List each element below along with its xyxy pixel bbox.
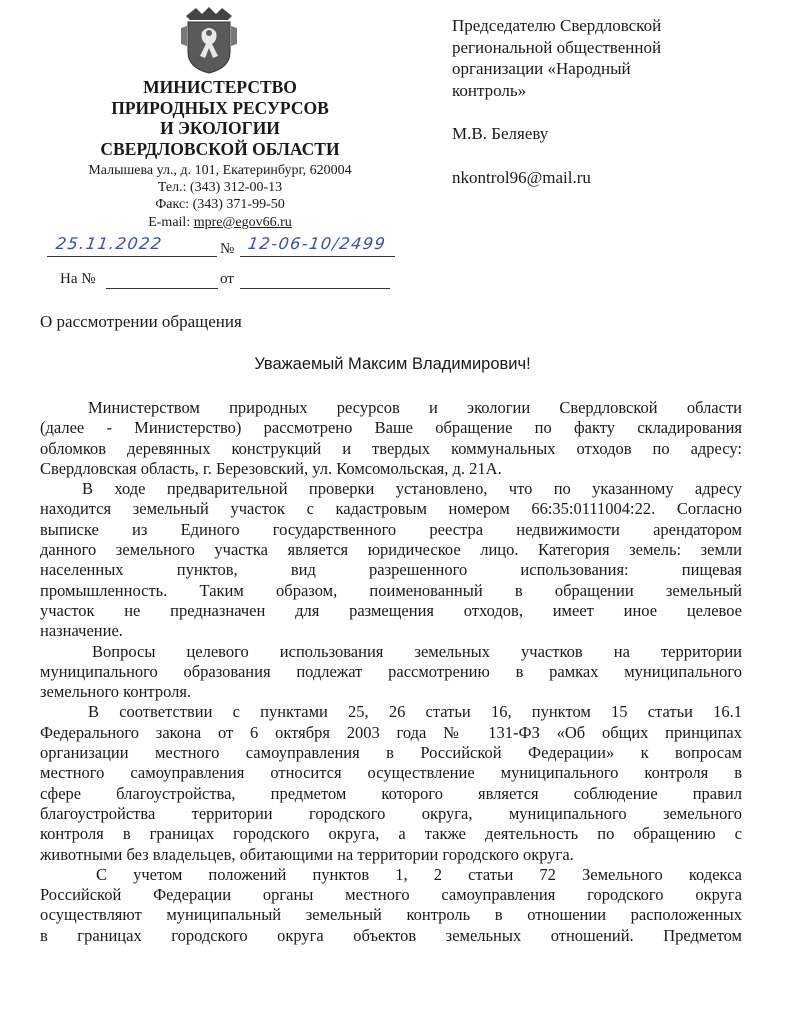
- addressee-position-line: организации «Народный: [452, 59, 631, 78]
- reference-date-underline: [240, 288, 390, 289]
- ministry-name: [40, 77, 400, 159]
- text-line: (далее - Министерство) рассмотрено Ваше обращение по факту складирования: [40, 418, 742, 438]
- ministry-name-line: ПРИРОДНЫХ РЕСУРСОВ: [111, 97, 329, 118]
- ministry-address: Малышева ул., д. 101, Екатеринбург, 620004: [88, 163, 352, 178]
- ministry-fax: Факс: (343) 371-99-50: [155, 197, 285, 213]
- salutation: Уважаемый Максим Владимирович!: [254, 355, 531, 373]
- text-line: населенных пунктов, вид разрешенного использования: пищевая: [40, 560, 742, 580]
- outgoing-number-label: №: [220, 241, 235, 257]
- text-line: Вопросы целевого использования земельных участков на территории: [92, 641, 742, 661]
- text-line: С учетом положений пунктов 1, 2 статьи 72 Земельного кодекса: [96, 864, 742, 884]
- outgoing-number: 12-06-10/2499: [246, 234, 388, 253]
- text-line: земельного контроля.: [40, 682, 192, 702]
- text-line: выписке из Единого государственного реестра недвижимости арендатором: [40, 519, 742, 539]
- ministry-name-line: МИНИСТЕРСТВО: [143, 77, 297, 97]
- coat-of-arms-emblem: [178, 6, 240, 74]
- reference-number-underline: [106, 288, 218, 289]
- date-underline: [47, 256, 217, 257]
- text-line: сфере благоустройства, предметом которого является соблюдение правил: [40, 783, 742, 803]
- letter-subject: О рассмотрении обращения: [40, 312, 242, 331]
- addressee-name: М.В. Беляеву: [452, 124, 549, 143]
- ministry-name-line: И ЭКОЛОГИИ: [160, 118, 280, 138]
- text-line: Российской Федерации органы местного самоуправления городского округа: [40, 885, 742, 905]
- reference-number-label: На №: [60, 271, 96, 287]
- addressee-position-line: Председателю Свердловской: [452, 16, 662, 35]
- text-line: организации местного самоуправления в Российской Федерации» к вопросам: [40, 743, 742, 763]
- addressee-position-line: региональной общественной: [452, 37, 662, 57]
- text-line: Свердловская область, г. Березовский, ул. Комсомольская, д. 21А.: [40, 458, 502, 478]
- text-line: осуществляют муниципальный земельный контроль в отношении расположенных: [40, 905, 742, 925]
- ministry-email-line: [40, 214, 400, 231]
- text-line: животными без владельцев, обитающими на территории городского округа.: [40, 844, 574, 864]
- ministry-phone: Тел.: (343) 312-00-13: [157, 180, 283, 196]
- text-line: Министерством природных ресурсов и экологии Свердловской области: [88, 398, 742, 417]
- text-line: В соответствии с пунктами 25, 26 статьи 16, пунктом 15 статьи 16.1: [88, 702, 742, 722]
- text-line: контроля в границах городского округа, а также деятельность по обращению с: [40, 824, 742, 844]
- text-line: находится земельный участок с кадастровым номером 66:35:0111004:22. Согласно: [40, 499, 742, 519]
- letter-body: [40, 398, 742, 946]
- text-line: в границах городского округа объектов земельных отношений. Предметом: [40, 925, 742, 945]
- text-line: муниципального образования подлежат рассмотрению в рамках муниципального: [40, 661, 742, 681]
- text-line: местного самоуправления относится осуществление муниципального контроля в: [40, 763, 742, 783]
- text-line: участок не предназначен для размещения отходов, имеет иное целевое: [40, 600, 742, 620]
- addressee-block: [452, 15, 772, 210]
- addressee-position: [452, 15, 772, 101]
- text-line: данного земельного участка является юридическое лицо. Категория земель: земли: [40, 540, 742, 560]
- text-line: обломков деревянных конструкций и твердых коммунальных отходов по адресу:: [40, 438, 742, 458]
- text-line: В ходе предварительной проверки установлено, что по указанному адресу: [82, 479, 742, 499]
- number-underline: [240, 256, 395, 257]
- ministry-contacts: [40, 162, 400, 231]
- ministry-email-link[interactable]: mpre@egov66.ru: [193, 214, 292, 230]
- ministry-name-line: СВЕРДЛОВСКОЙ ОБЛАСТИ: [100, 138, 340, 159]
- addressee-email: nkontrol96@mail.ru: [452, 167, 591, 187]
- email-label: E-mail:: [148, 214, 194, 230]
- text-line: промышленность. Таким образом, поименованный в обращении земельный: [40, 580, 742, 600]
- text-line: назначение.: [40, 621, 123, 641]
- addressee-position-line: контроль»: [452, 80, 527, 100]
- text-line: Федерального закона от 6 октября 2003 года № 131-ФЗ «Об общих принципах: [40, 722, 742, 742]
- reference-date-label: от: [220, 271, 234, 287]
- outgoing-date: 25.11.2022: [54, 234, 164, 253]
- text-line: благоустройства территории городского округа, муниципального земельного: [40, 803, 742, 823]
